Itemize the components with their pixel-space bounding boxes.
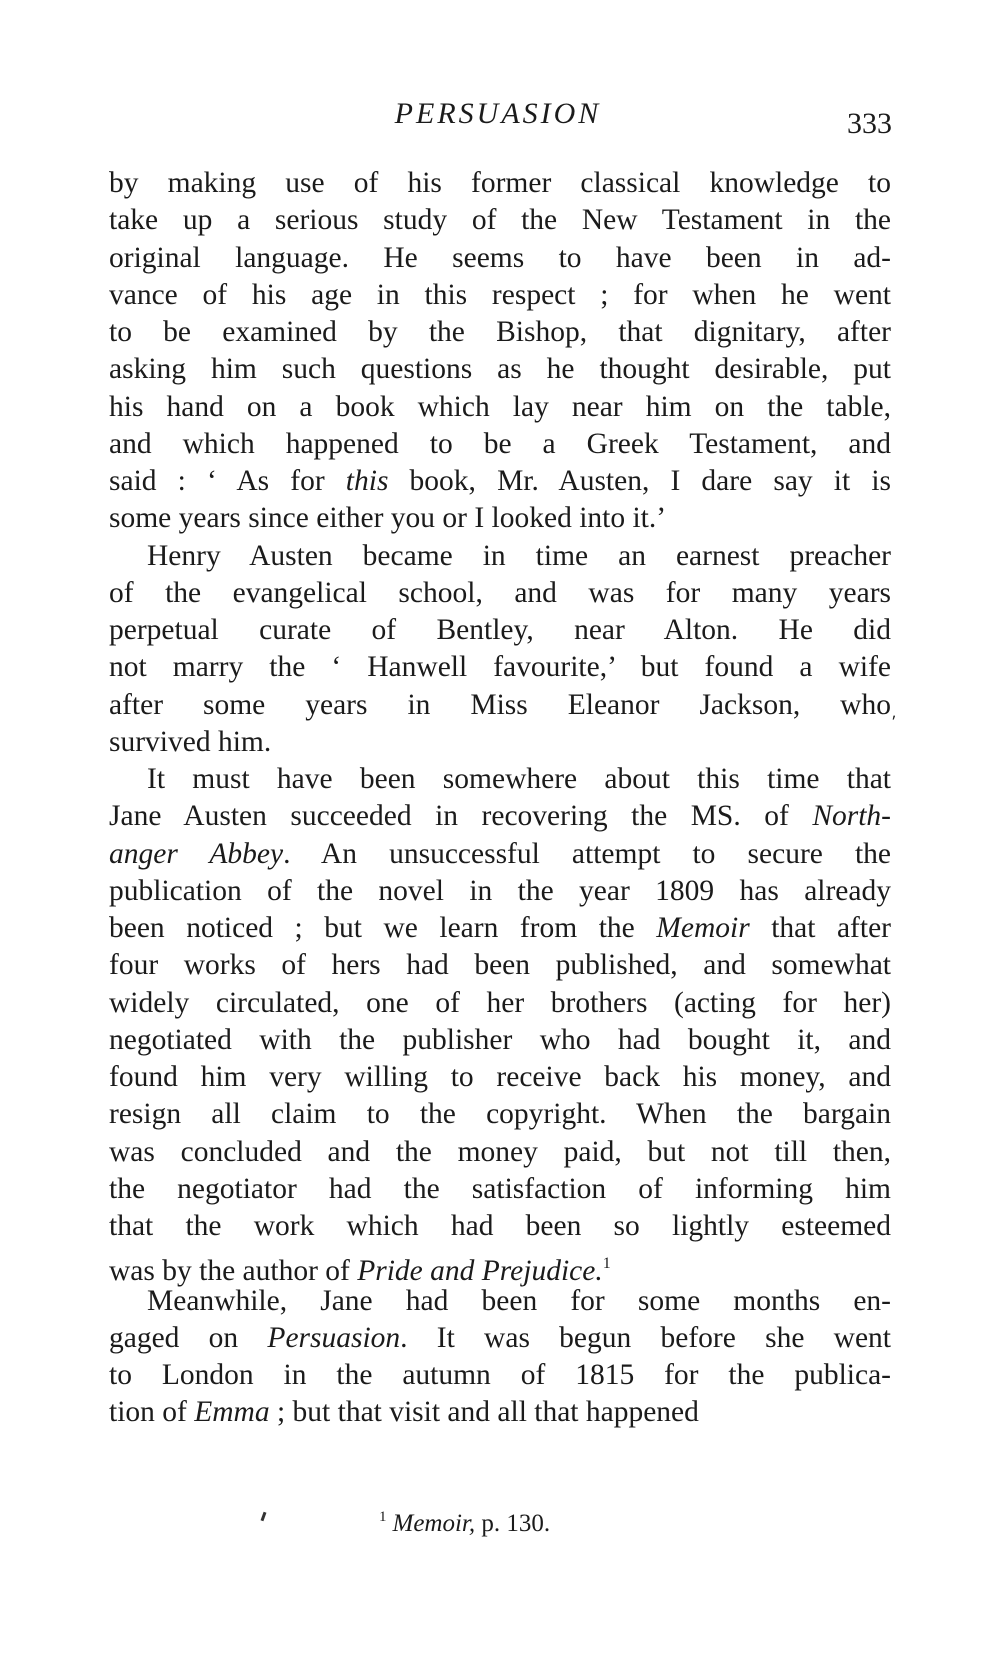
footnote-text: p. 130. [481,1510,551,1537]
text-line [109,612,891,649]
text-line [109,240,891,277]
text-segment: to London in the autumn of 1815 for the publica- [109,1359,891,1391]
text-segment: four works of hers had been published, and somewhat [109,949,891,982]
text-line [109,1134,891,1171]
text-line [109,1096,891,1133]
paragraph [109,1283,891,1432]
body-text [109,165,891,1432]
footnote-reference: 1 [602,1255,611,1273]
text-segment: was concluded and the money paid, but not till then, [109,1135,891,1168]
italic-text: Emma [194,1396,270,1429]
text-line [109,1245,891,1288]
text-segment: after some years in Miss Eleanor Jackson, who [109,688,891,721]
footnote-title: Memoir, [392,1510,476,1537]
text-line [109,463,891,500]
text-line [109,1059,891,1096]
text-segment: Meanwhile, Jane had been for some months en- [147,1284,891,1317]
text-segment: survived him. [109,725,272,758]
text-line [109,202,891,239]
text-line [109,649,891,686]
text-line [109,426,891,463]
text-line [109,351,891,388]
text-segment: said : ‘ As for [109,465,346,497]
text-line [109,1283,891,1320]
text-segment: original language. He seems to have been in ad- [109,241,891,274]
text-segment: to be examined by the Bishop, that dignitary, after [109,316,891,348]
text-line [109,500,891,537]
text-line [109,798,891,835]
text-segment: some years since either you or I looked into it.’ [109,502,667,535]
italic-text: North- [812,800,891,833]
text-segment: not marry the ‘ Hanwell favourite,’ but found a wife [109,651,891,684]
text-segment: the negotiator had the satisfaction of informing him [109,1172,891,1205]
text-segment: ; but that visit and all that happened [269,1396,699,1429]
text-segment: widely circulated, one of her brothers (acting for her) [109,986,891,1019]
text-segment: publication of the novel in the year 1809 has already [109,874,891,907]
text-segment: tion of [109,1396,195,1429]
text-segment: that the work which had been so lightly esteemed [109,1210,891,1242]
text-line [109,836,891,873]
text-segment: and which happened to be a Greek Testament, and [109,427,891,460]
text-line [109,314,891,351]
text-line [109,724,891,761]
text-segment: Jane Austen succeeded in recovering the MS. of [109,800,813,833]
text-segment: by making use of his former classical knowledge to [109,167,891,199]
paragraph [109,761,891,1288]
text-line [109,277,891,314]
italic-text: this [345,465,389,497]
margin-mark: ⸴ [892,707,897,724]
text-segment: negotiated with the publisher who had bought it, and [109,1023,891,1056]
text-line [109,873,891,910]
text-segment: . It was begun before she went [400,1321,891,1354]
text-line [109,910,891,947]
text-segment: of the evangelical school, and was for many years [109,576,891,609]
paragraph [109,165,891,538]
paragraph [109,538,891,762]
text-segment: his hand on a book which lay near him on the table, [109,390,891,423]
text-line [109,687,891,724]
text-segment: Henry Austen became in time an earnest preacher [147,539,891,572]
text-line [109,165,891,202]
text-segment: . An unsuccessful attempt to secure the [283,837,891,870]
text-line [109,1320,891,1357]
italic-text: Persuasion [267,1321,401,1354]
text-line [109,389,891,426]
text-line [109,1394,891,1431]
italic-text: anger Abbey [109,837,284,870]
text-line [109,575,891,612]
text-segment: been noticed ; but we learn from the [109,912,657,944]
text-segment: perpetual curate of Bentley, near Alton. He did [109,614,891,646]
page-number: 333 [847,107,892,140]
text-line [109,985,891,1022]
text-segment: that after [749,912,891,944]
text-line [109,1022,891,1059]
text-line [109,1171,891,1208]
footnote-area [104,1500,892,1540]
footnote-marker: 1 [379,1509,387,1525]
text-line [109,1357,891,1394]
text-line [109,761,891,798]
italic-text: Pride and Prejudice. [357,1255,603,1288]
text-line [109,947,891,984]
text-segment: book, Mr. Austen, I dare say it is [388,465,892,497]
text-segment: vance of his age in this respect ; for when he went [109,278,891,311]
footnote [379,1500,550,1541]
text-segment: found him very willing to receive back his money, and [109,1061,891,1093]
text-segment: It must have been somewhere about this time that [147,763,891,795]
text-segment: gaged on [109,1321,268,1354]
text-line [109,538,891,575]
text-segment: resign all claim to the copyright. When the bargain [109,1098,891,1131]
running-title: PERSUASION [394,97,602,130]
text-segment: was by the author of [109,1255,358,1288]
running-head [104,94,892,142]
text-segment: take up a serious study of the New Testament in the [109,204,891,237]
text-segment: asking him such questions as he thought desirable, put [109,353,891,386]
italic-text: Memoir [656,912,750,944]
text-line [109,1208,891,1245]
